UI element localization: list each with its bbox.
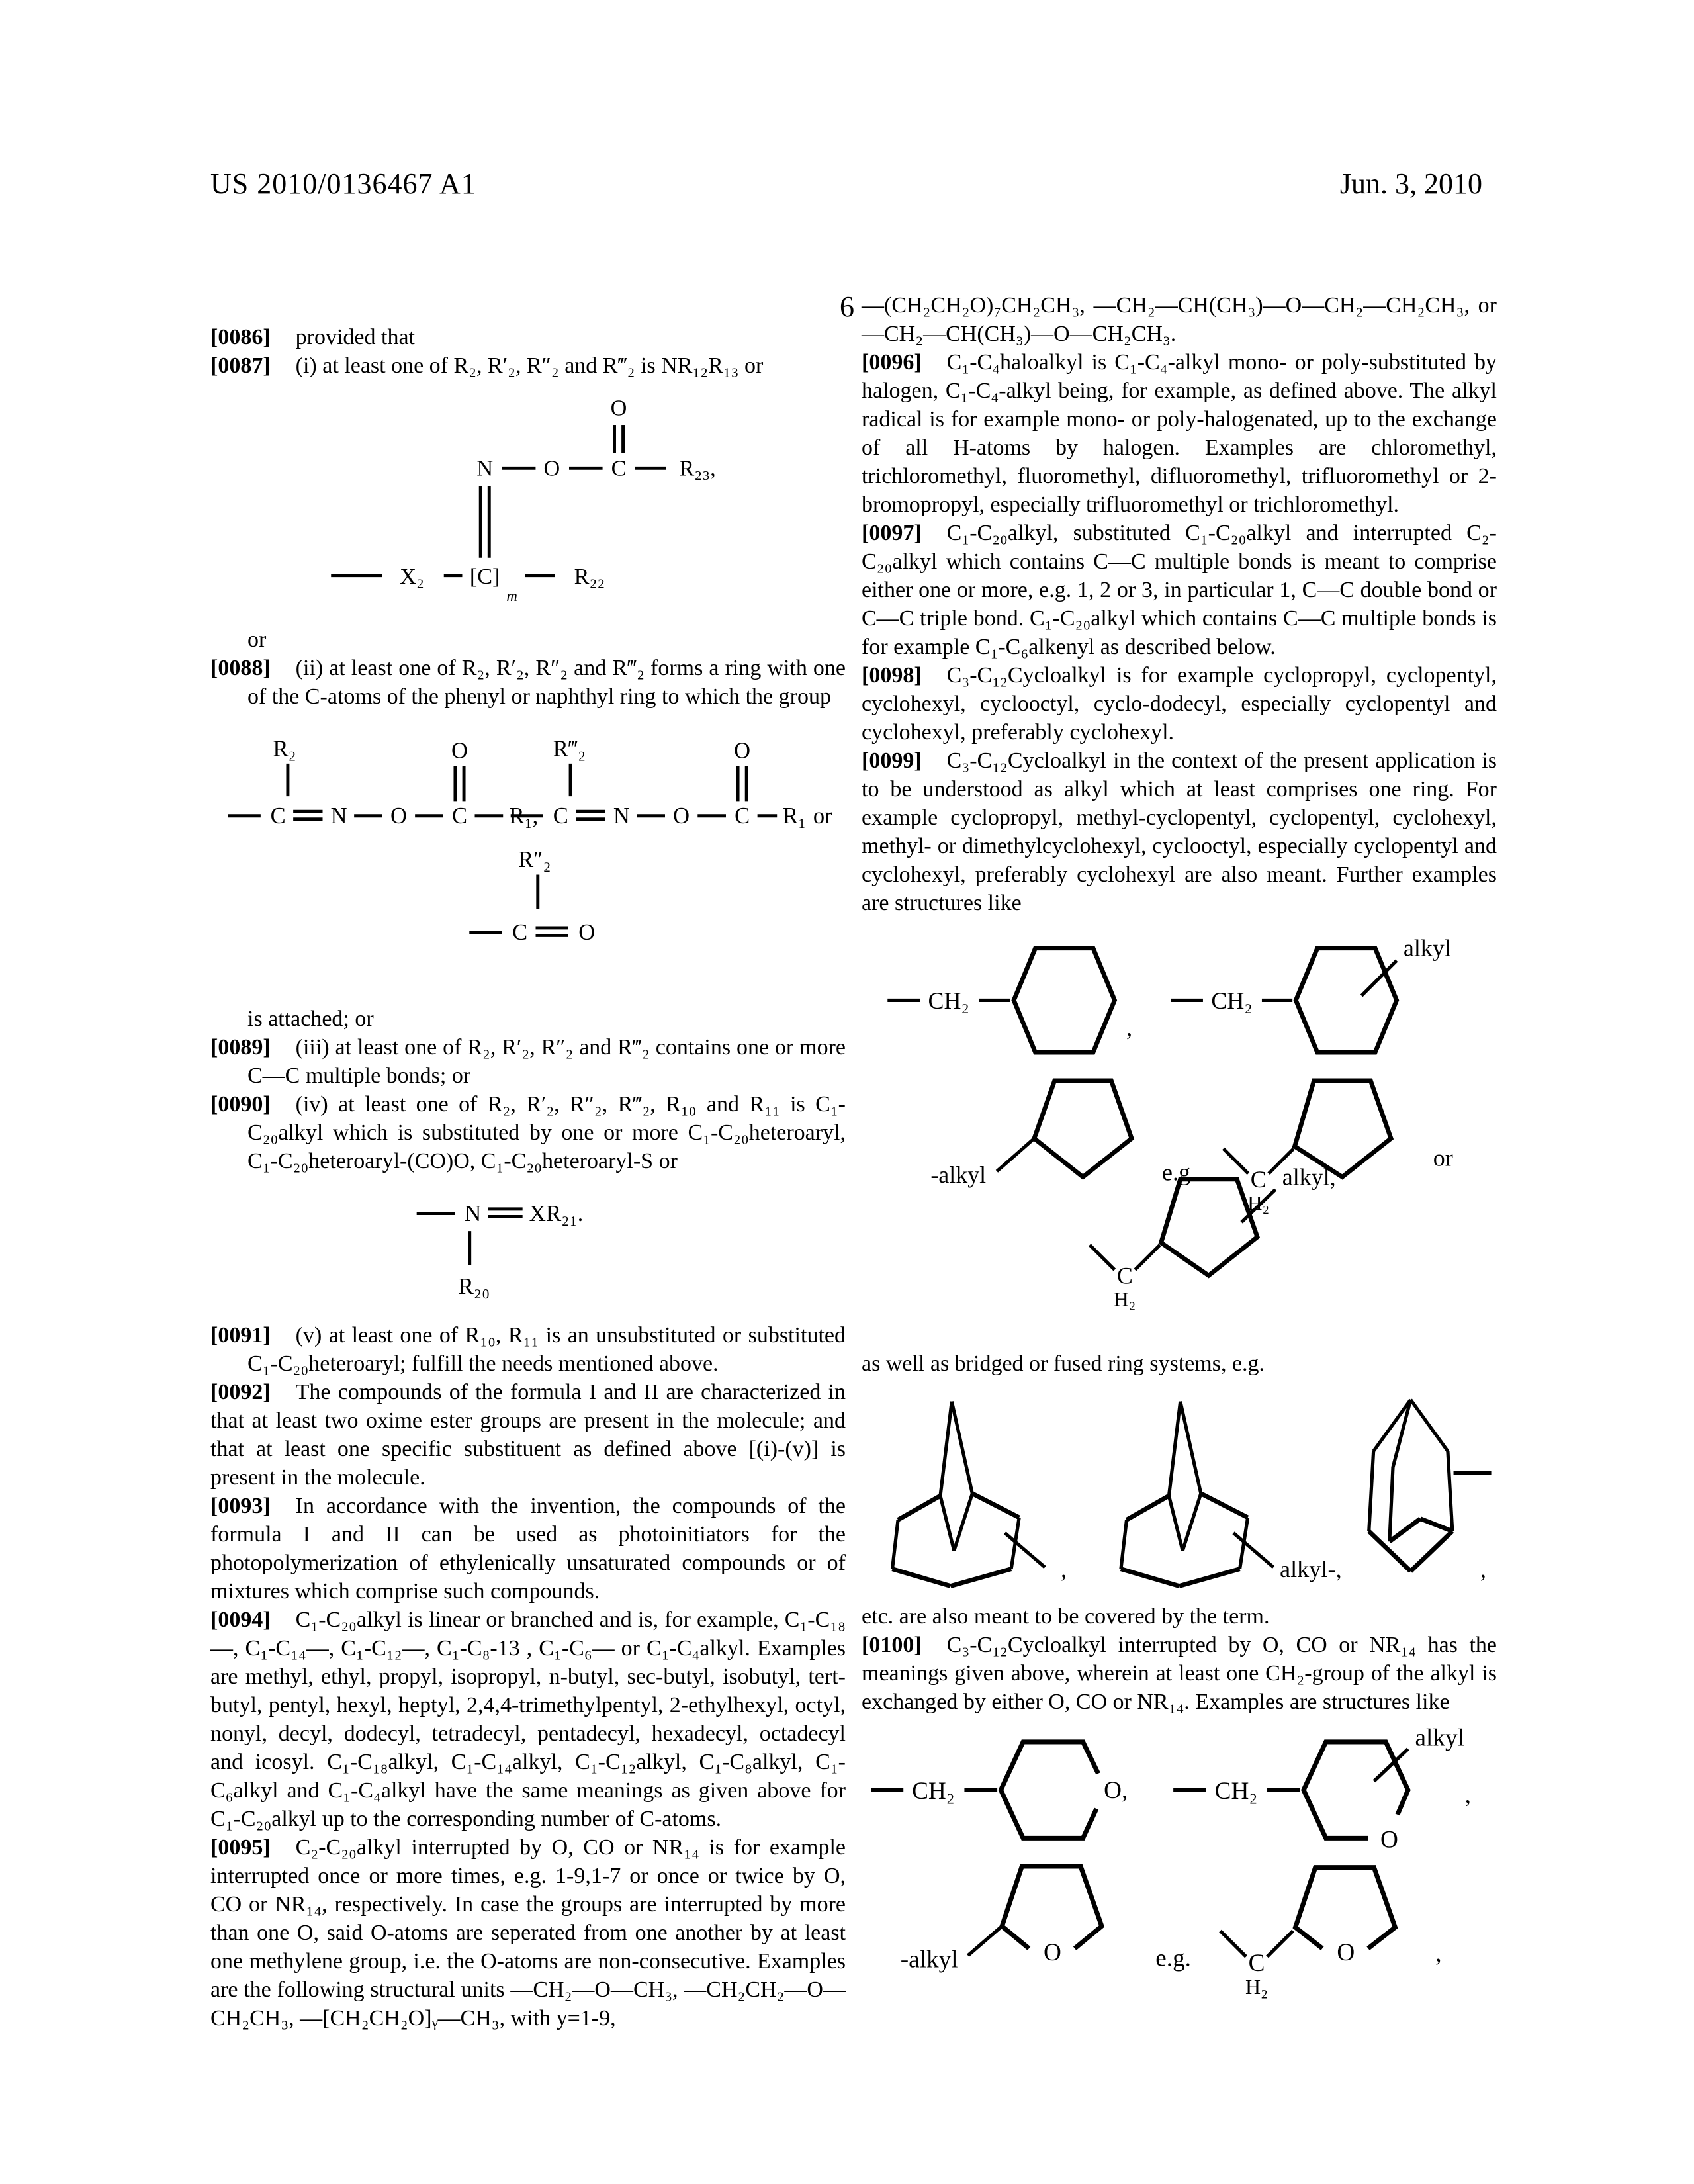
paragraph-0094 <box>210 1606 846 1833</box>
paragraph-0098-text: C₃-C₁₂Cycloalkyl is for example cyclopropyl, cyclopentyl, cyclohexyl, cyclooctyl, cyclo-dodecyl, especially cyclopentyl and cyclohexyl, preferably cyclohexyl. <box>862 663 1497 745</box>
substituent-label-alkyl-3: -alkyl <box>930 1161 987 1188</box>
atom-label-otop-a: O <box>451 738 468 764</box>
atom-label-n-b: N <box>613 803 630 829</box>
paragraph-0098-tag: [0098] <box>862 663 922 688</box>
substituent-label-alkyl: alkyl-, <box>1280 1555 1342 1582</box>
substituent-label-r2-c: R″₂ <box>518 846 551 872</box>
atom-label-c1-b: C <box>553 803 568 829</box>
substituent-label-r2-a: R₂ <box>273 736 296 762</box>
atom-label-c-carbonyl: C <box>611 455 627 481</box>
paragraph-0100-tag: [0100] <box>862 1633 922 1657</box>
page-number: 6 <box>840 291 854 323</box>
paragraph-0088-tag: [0088] <box>210 656 271 680</box>
paragraph-0099-text: C₃-C₁₂Cycloalkyl in the context of the present application is to be understood as alkyl which at least comprises one ring. For example cyclopropyl, methyl-cyclopentyl, cyclopentyl, cyclohexyl, methyl- or dimethylcyclohexyl, cyclooctyl, especially cyclopentyl and cyclohexyl, preferably cyclohexyl are also meant. Further examples are structures like <box>862 749 1497 915</box>
paragraph-0087-text: (i) at least one of R₂, R′₂, R″₂ and R‴₂ is NR₁₂R₁₃ or <box>295 353 764 378</box>
substituent-label-alkyl-3: -alkyl <box>900 1946 958 1974</box>
atom-label-bracket-c: [C] <box>469 563 500 589</box>
atom-label-n: N <box>465 1201 482 1227</box>
atom-label-c-c: C <box>512 920 528 946</box>
paragraph-0097 <box>862 519 1497 661</box>
structure-n-xr21 <box>412 1185 644 1312</box>
paragraph-0094-tag: [0094] <box>210 1608 271 1632</box>
paragraph-0086-tag: [0086] <box>210 325 271 349</box>
atom-label-o-1: O, <box>1104 1777 1128 1805</box>
tetrahydrofuran-4-skeleton <box>1220 1868 1395 1957</box>
group-label-ch2-1: CH₂ <box>928 987 969 1015</box>
substituent-label-r1-b: R₁ <box>782 803 807 829</box>
atom-label-o-3: O <box>1044 1938 1061 1966</box>
structure-n-xr21-figure <box>210 1185 846 1312</box>
paragraph-0096 <box>862 348 1497 519</box>
connector-or-label: or <box>813 803 832 829</box>
comma-2: , <box>1480 1555 1486 1582</box>
text-etc: etc. are also meant to be covered by the term. <box>862 1604 1270 1629</box>
connector-or: or <box>247 627 267 652</box>
comma-1: , <box>1061 1555 1067 1582</box>
adamantane-skeleton <box>1369 1400 1492 1571</box>
abbrev-eg: e.g. <box>1162 1159 1196 1186</box>
paragraph-0096-text: C₁-C₄haloalkyl is C₁-C₄-alkyl mono- or poly-substituted by halogen, C₁-C₄-alkyl being, for example, as defined above. The alkyl radical is for example mono- or poly-halogenated, up to the exchange of all H-atoms by halogen. Examples are chloromethyl, trichloromethyl, fluoromethyl, difluoromethyl, trifluoromethyl or 2-bromopropyl, especially trifluoromethyl or trichloromethyl. <box>862 350 1497 517</box>
atom-label-o-a: O <box>390 803 407 829</box>
paragraph-0089 <box>210 1033 846 1090</box>
atom-label-o-b: O <box>673 803 690 829</box>
paragraph-0091-tag: [0091] <box>210 1323 271 1347</box>
structures-bridged-figure <box>862 1387 1497 1593</box>
structures-bridged <box>865 1387 1493 1593</box>
paragraph-0093-text: In accordance with the invention, the compounds of the formula I and II can be used as photoinitiators for the photopolymerization of ethylenically unsaturated compounds or of mixtures which comprise such compounds. <box>210 1494 846 1604</box>
atom-label-o-2: O <box>1380 1826 1398 1854</box>
atom-label-c1-a: C <box>270 803 286 829</box>
structures-heterocycle <box>868 1725 1490 2001</box>
cyclohexyl-1-skeleton <box>887 948 1114 1052</box>
paragraph-0090 <box>210 1090 846 1175</box>
substituent-label-xr21: XR₂₁. <box>529 1201 584 1227</box>
paragraph-0090-tag: [0090] <box>210 1092 271 1116</box>
paragraph-0097-tag: [0097] <box>862 521 922 545</box>
substituent-label-r20: R₂₀ <box>458 1273 490 1300</box>
paragraph-0097-text: C₁-C₂₀alkyl, substituted C₁-C₂₀alkyl and interrupted C₂-C₂₀alkyl which contains C—C multiple bonds is meant to comprise either one or more, e.g. 1, 2 or 3, in particular 1, C—C double bond or C—C triple bond. C₁-C₂₀alkyl which contains C—C multiple bonds is for example C₁-C₆alkenyl as described below. <box>862 521 1497 659</box>
cyclopentyl-4-skeleton <box>1224 1081 1391 1177</box>
oxime-ester-x2-skeleton <box>331 425 666 576</box>
publication-date: Jun. 3, 2010 <box>1339 167 1482 200</box>
paragraph-0087 <box>210 351 846 380</box>
paragraph-0100 <box>862 1631 1497 1716</box>
comma-4: , <box>1435 1940 1442 1968</box>
subscript-m: m <box>506 587 517 604</box>
paragraph-0089-tag: [0089] <box>210 1035 271 1060</box>
structure-oxime-ester-x2-figure <box>210 389 846 616</box>
patent-number: US 2010/0136467 A1 <box>210 167 476 200</box>
substituent-label-alkyl-2: alkyl <box>1415 1725 1464 1752</box>
substituent-label-x2: X₂ <box>400 563 424 589</box>
norbornane-2-skeleton <box>1121 1402 1274 1586</box>
paragraph-0092-text: The compounds of the formula I and II are characterized in that at least two oxime ester groups are present in the molecule; and that at least one specific substituent as defined above [(i)-(v)] is present in the molecule. <box>210 1380 846 1490</box>
comma-2: , <box>1464 1782 1471 1809</box>
substituent-label-r22: R₂₂ <box>574 563 605 589</box>
atom-label-c-4: C <box>1248 1949 1265 1977</box>
paragraph-0096-tag: [0096] <box>862 350 922 375</box>
structure-oxime-esters-figure <box>210 720 846 995</box>
abbrev-eg: e.g. <box>1155 1944 1192 1972</box>
tetrahydrofuran-3-skeleton <box>968 1866 1102 1956</box>
connector-or-label: or <box>1433 1144 1453 1171</box>
paragraph-0092-tag: [0092] <box>210 1380 271 1404</box>
paragraph-0089-text: (iii) at least one of R₂, R′₂, R″₂ and R‴₂ contains one or more C—C multiple bonds; or <box>247 1035 846 1088</box>
substituent-label-r23: R₂₃, <box>679 455 716 481</box>
comma-1: , <box>1126 1014 1133 1041</box>
group-label-ch2-2: CH₂ <box>1211 987 1253 1015</box>
paragraph-0086-text: provided that <box>295 325 415 349</box>
structures-cycloalkyl-figure <box>862 927 1497 1340</box>
tetrahydropyran-1-skeleton <box>871 1742 1098 1838</box>
paragraph-0088 <box>210 654 846 711</box>
atom-label-o-4: O <box>1337 1938 1355 1966</box>
right-column <box>862 291 1497 2011</box>
paragraph-0086 <box>210 323 846 351</box>
group-label-h2-4: H₂ <box>1245 1976 1269 1999</box>
paragraph-0088-text: (ii) at least one of R₂, R′₂, R″₂ and R‴₂ forms a ring with one of the C-atoms of the phenyl or naphthyl ring to which the group <box>247 656 846 709</box>
paragraph-0090-text: (iv) at least one of R₂, R′₂, R″₂, R‴₂, R₁₀ and R₁₁ is C₁-C₂₀alkyl which is substituted by one or more C₁-C₂₀heteroaryl, C₁-C₂₀heteroaryl-(CO)O, C₁-C₂₀heteroaryl-S or <box>247 1092 846 1173</box>
atom-label-c2-b: C <box>735 803 750 829</box>
atom-label-o-top: O <box>610 395 627 421</box>
paragraph-0099-tag: [0099] <box>862 749 922 773</box>
substituent-label-r2-b: R‴₂ <box>553 736 586 762</box>
group-label-h2-5: H₂ <box>1114 1288 1136 1311</box>
connector-is-attached-or: is attached; or <box>247 1007 374 1031</box>
structures-cycloalkyl <box>885 927 1474 1340</box>
atom-label-o-ester: O <box>543 455 560 481</box>
paragraph-0087-tag: [0087] <box>210 353 271 378</box>
tetrahydropyran-2-skeleton <box>1173 1742 1408 1838</box>
paragraph-0099 <box>862 747 1497 917</box>
structures-heterocycle-figure <box>862 1725 1497 2001</box>
paragraph-0095 <box>210 1833 846 2032</box>
substituent-label-alkyl-5: alkyl, <box>1282 1163 1336 1191</box>
paragraph-0095-continuation: —(CH₂CH₂O)₇CH₂CH₃, —CH₂—CH(CH₃)—O—CH₂—CH₂CH₃, or —CH₂—CH(CH₃)—O—CH₂CH₃. <box>862 293 1497 346</box>
norbornane-1-skeleton <box>892 1402 1045 1586</box>
atom-label-o-c: O <box>578 920 596 946</box>
structure-oxime-esters <box>224 720 832 995</box>
structure-oxime-ester-x2 <box>323 389 733 616</box>
paragraph-0100-text: C₃-C₁₂Cycloalkyl interrupted by O, CO or NR₁₄ has the meanings given above, wherein at least one CH₂-group of the alkyl is exchanged by either O, CO or NR₁₄. Examples are structures like <box>862 1633 1497 1714</box>
paragraph-0093-tag: [0093] <box>210 1494 271 1518</box>
atom-label-c-5: C <box>1116 1262 1133 1289</box>
paragraph-0091 <box>210 1321 846 1378</box>
paragraph-0095-text: C₂-C₂₀alkyl interrupted by O, CO or NR₁₄ is for example interrupted once or more times, e.g. 1-9,1-7 or once or twice by O, CO or NR₁₄, respectively. In case the groups are interrupted by more than one O, said O-atoms are seperated from one another by at least one methylene group, i.e. the O-atoms are non-consecutive. Examples are the following structural units —CH₂—O—CH₃, —CH₂CH₂—O—CH₂CH₃, —[CH₂CH₂O]ᵧ—CH₃, with y=1-9, <box>210 1835 846 2030</box>
substituent-label-r1-a: R₁, <box>509 803 539 829</box>
group-label-h2-4: H₂ <box>1247 1192 1270 1215</box>
group-label-ch2-2: CH₂ <box>1214 1777 1258 1805</box>
atom-label-c2-a: C <box>451 803 468 829</box>
cyclohexyl-2-skeleton <box>1171 948 1396 1052</box>
paragraph-0098 <box>862 661 1497 747</box>
group-label-ch2-1: CH₂ <box>912 1777 955 1805</box>
paragraph-0091-text: (v) at least one of R₁₀, R₁₁ is an unsubstituted or substituted C₁-C₂₀heteroaryl; fulfill the needs mentioned above. <box>247 1323 846 1376</box>
atom-label-c-4: C <box>1250 1165 1267 1193</box>
text-bridged-intro: as well as bridged or fused ring systems, e.g. <box>862 1351 1265 1376</box>
paragraph-0094-text: C₁-C₂₀alkyl is linear or branched and is, for example, C₁-C₁₈—, C₁-C₁₄—, C₁-C₁₂—, C₁-C₈-13 , C₁-C₆— or C₁-C₄alkyl. Examples are methyl, ethyl, propyl, isopropyl, n-butyl, sec-butyl, isobutyl, tert-butyl, pentyl, hexyl, heptyl, 2,4,4-trimethylpentyl, 2-ethylhexyl, octyl, nonyl, decyl, dodecyl, tetradecyl, pentadecyl, hexadecyl, octadecyl and icosyl. C₁-C₁₈alkyl, C₁-C₁₄alkyl, C₁-C₁₂alkyl, C₁-C₈alkyl, C₁-C₆alkyl and C₁-C₄alkyl have the same meanings as given above for C₁-C₂₀alkyl up to the corresponding number of C-atoms. <box>210 1608 846 1831</box>
left-column <box>210 323 846 2032</box>
cyclopentyl-3-skeleton <box>997 1081 1132 1177</box>
substituent-label-alkyl-2: alkyl <box>1403 934 1451 962</box>
atom-label-n: N <box>476 455 494 481</box>
atom-label-n-a: N <box>330 803 347 829</box>
paragraph-0092 <box>210 1378 846 1492</box>
paragraph-0093 <box>210 1492 846 1606</box>
paragraph-0095-tag: [0095] <box>210 1835 271 1860</box>
atom-label-otop-b: O <box>734 738 751 764</box>
